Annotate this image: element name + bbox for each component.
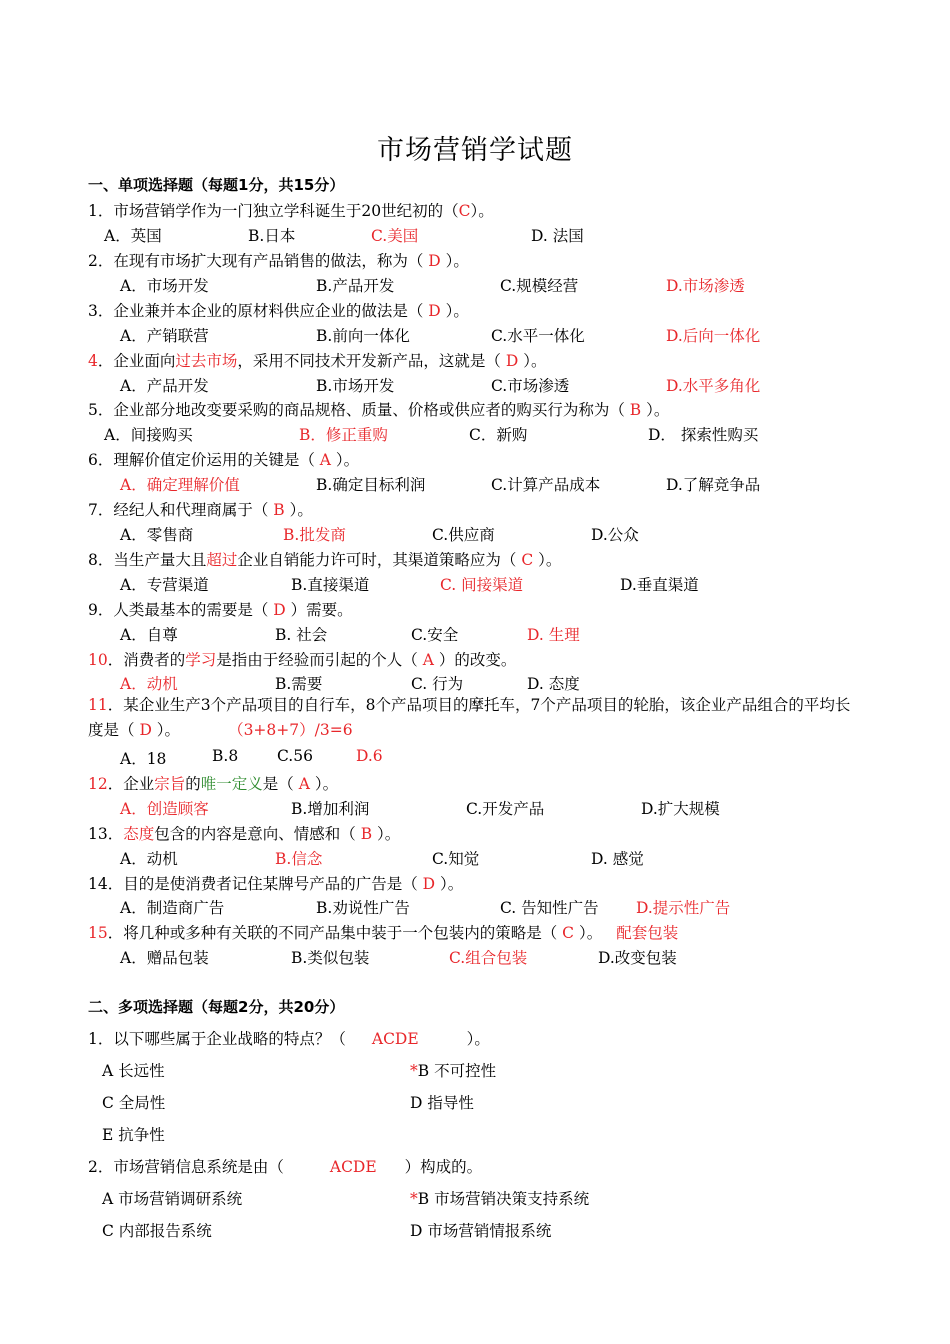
option-a: A．赠品包装 xyxy=(120,949,209,967)
question-12: 12．企业宗旨的唯一定义是（ A ）。 xyxy=(88,775,339,793)
option-b: B.需要 xyxy=(275,675,323,693)
option-b: B. 社会 xyxy=(275,626,328,644)
option-d: D 指导性 xyxy=(410,1094,474,1112)
option-c: C.规模经营 xyxy=(500,277,579,295)
option-a: A 长远性 xyxy=(102,1062,165,1080)
answer: C xyxy=(521,551,534,569)
question-3: 3．企业兼并本企业的原材料供应企业的做法是（ D ）。 xyxy=(88,302,469,320)
question-1: 1．市场营销学作为一门独立学科诞生于20世纪初的（C）。 xyxy=(88,202,494,220)
option-e: E 抗争性 xyxy=(102,1126,165,1144)
option-d: D.扩大规模 xyxy=(641,800,720,818)
question-14: 14．目的是使消费者记住某牌号产品的广告是（ D ）。 xyxy=(88,875,464,893)
answer: ACDE xyxy=(371,1030,419,1048)
option-d-correct: D.6 xyxy=(356,747,383,765)
option-b: B.日本 xyxy=(248,227,296,245)
option-d: D. 法国 xyxy=(531,227,584,245)
option-c: C. 告知性广告 xyxy=(500,899,599,917)
option-c: C 全局性 xyxy=(102,1094,166,1112)
answer: B xyxy=(629,401,642,419)
option-d-correct: D. 生理 xyxy=(527,626,580,644)
option-a: A．18 xyxy=(120,750,167,768)
option-a-correct: A．确定理解价值 xyxy=(120,476,240,494)
answer: A xyxy=(422,651,434,669)
option-a-correct: A．创造顾客 xyxy=(120,800,209,818)
answer-note: 配套包装 xyxy=(616,924,679,942)
option-b: *B 市场营销决策支持系统 xyxy=(410,1190,590,1208)
question-10: 10．消费者的学习是指由于经验而引起的个人（ A ）的改变。 xyxy=(88,651,517,669)
answer: B xyxy=(360,825,373,843)
multi-question-1: 1．以下哪些属于企业战略的特点？（ ACDE ）。 xyxy=(88,1030,490,1048)
option-a: A．自尊 xyxy=(120,626,178,644)
question-9: 9．人类最基本的需要是（ D ）需要。 xyxy=(88,601,353,619)
option-b: B.直接渠道 xyxy=(291,576,370,594)
option-b-correct: B.批发商 xyxy=(283,526,346,544)
section-heading-multiple-choice: 二、多项选择题（每题2分，共20分） xyxy=(88,998,345,1016)
answer: D xyxy=(139,721,152,739)
question-4: 4．企业面向过去市场，采用不同技术开发新产品，这就是（ D ）。 xyxy=(88,352,547,370)
answer: C xyxy=(458,202,471,220)
option-d: D.垂直渠道 xyxy=(620,576,699,594)
answer: D xyxy=(505,352,519,370)
answer: C xyxy=(562,924,575,942)
option-b: B.类似包装 xyxy=(291,949,370,967)
star-mark: * xyxy=(410,1190,418,1208)
option-c: C.56 xyxy=(277,747,313,765)
question-6: 6．理解价值定价运用的关键是（ A ）。 xyxy=(88,451,360,469)
option-d: D.了解竞争品 xyxy=(666,476,761,494)
option-b: B.增加利润 xyxy=(291,800,370,818)
question-5: 5．企业部分地改变要采购的商品规格、质量、价格或供应者的购买行为称为（ B ）。 xyxy=(88,401,670,419)
answer: A xyxy=(298,775,310,793)
option-a: A．间接购买 xyxy=(104,426,193,444)
highlight: 超过 xyxy=(206,551,238,569)
option-b: B.市场开发 xyxy=(316,377,395,395)
highlight: 过去市场 xyxy=(175,352,238,370)
option-d: D 市场营销情报系统 xyxy=(410,1222,552,1240)
option-a: A．产品开发 xyxy=(120,377,209,395)
answer: D xyxy=(428,302,441,320)
option-c: C.开发产品 xyxy=(466,800,545,818)
option-c: C.水平一体化 xyxy=(491,327,585,345)
question-2: 2．在现有市场扩大现有产品销售的做法，称为（ D ）。 xyxy=(88,252,469,270)
star-mark: * xyxy=(410,1062,418,1080)
answer: D xyxy=(273,601,286,619)
option-a: A．市场开发 xyxy=(120,277,209,295)
highlight: 态度 xyxy=(123,825,155,843)
highlight: 宗旨 xyxy=(154,775,186,793)
option-a: A．专营渠道 xyxy=(120,576,209,594)
answer: ACDE xyxy=(329,1158,377,1176)
question-11: 11．某企业生产3个产品项目的自行车，8个产品项目的摩托车，7个产品项目的轮胎，该企业产品组合的平均长度是（ D ）。 （3+8+7）/3=6 xyxy=(88,696,851,739)
option-b: B.前向一体化 xyxy=(316,327,410,345)
answer: B xyxy=(273,501,285,519)
option-c: C.知觉 xyxy=(432,850,480,868)
option-b: B.8 xyxy=(212,747,239,765)
question-13: 13．态度包含的内容是意向、情感和（ B ）。 xyxy=(88,825,401,843)
option-a: A．动机 xyxy=(120,850,178,868)
option-a: A．产销联营 xyxy=(120,327,209,345)
option-d: D.公众 xyxy=(591,526,639,544)
option-a: A．英国 xyxy=(104,227,162,245)
option-b: *B 不可控性 xyxy=(410,1062,497,1080)
answer: D xyxy=(422,875,436,893)
option-b-correct: B．修正重购 xyxy=(299,426,388,444)
option-c: C．新购 xyxy=(469,426,528,444)
answer: A xyxy=(319,451,331,469)
option-c: C.供应商 xyxy=(432,526,495,544)
option-d-correct: D.提示性广告 xyxy=(636,899,731,917)
option-c: C.计算产品成本 xyxy=(491,476,601,494)
answer: D xyxy=(428,252,441,270)
option-d: D． 探索性购买 xyxy=(648,426,759,444)
question-15: 15．将几种或多种有关联的不同产品集中装于一个包装内的策略是（ C ）。 配套包装 xyxy=(88,924,679,942)
option-a: A．零售商 xyxy=(120,526,194,544)
option-c-correct: C.美国 xyxy=(371,227,419,245)
option-a: A．制造商广告 xyxy=(120,899,225,917)
option-c-correct: C. 间接渠道 xyxy=(440,576,524,594)
option-a: A 市场营销调研系统 xyxy=(102,1190,243,1208)
option-b-correct: B.信念 xyxy=(275,850,323,868)
option-c: C.安全 xyxy=(411,626,459,644)
option-c: C 内部报告系统 xyxy=(102,1222,212,1240)
section-heading-single-choice: 一、单项选择题（每题1分，共15分） xyxy=(88,176,345,194)
calculation-note: （3+8+7）/3=6 xyxy=(228,721,353,739)
option-d: D. 感觉 xyxy=(591,850,644,868)
option-d: D.改变包装 xyxy=(598,949,677,967)
option-c: C.市场渗透 xyxy=(491,377,570,395)
highlight-green: 唯一定义 xyxy=(200,775,263,793)
multi-question-2: 2．市场营销信息系统是由（ ACDE ）构成的。 xyxy=(88,1158,483,1176)
question-7: 7．经纪人和代理商属于（ B ）。 xyxy=(88,501,313,519)
option-c: C. 行为 xyxy=(411,675,464,693)
option-d-correct: D.后向一体化 xyxy=(666,327,761,345)
option-b: B.确定目标利润 xyxy=(316,476,426,494)
option-b: B.劝说性广告 xyxy=(316,899,410,917)
option-d: D. 态度 xyxy=(527,675,580,693)
option-d-correct: D.水平多角化 xyxy=(666,377,761,395)
option-b: B.产品开发 xyxy=(316,277,395,295)
option-c-correct: C.组合包装 xyxy=(449,949,528,967)
option-d-correct: D.市场渗透 xyxy=(666,277,745,295)
option-a-correct: A．动机 xyxy=(120,675,178,693)
highlight: 学习 xyxy=(185,651,217,669)
page-title: 市场营销学试题 xyxy=(377,135,573,166)
question-8: 8．当生产量大且超过企业自销能力许可时，其渠道策略应为（ C ）。 xyxy=(88,551,562,569)
